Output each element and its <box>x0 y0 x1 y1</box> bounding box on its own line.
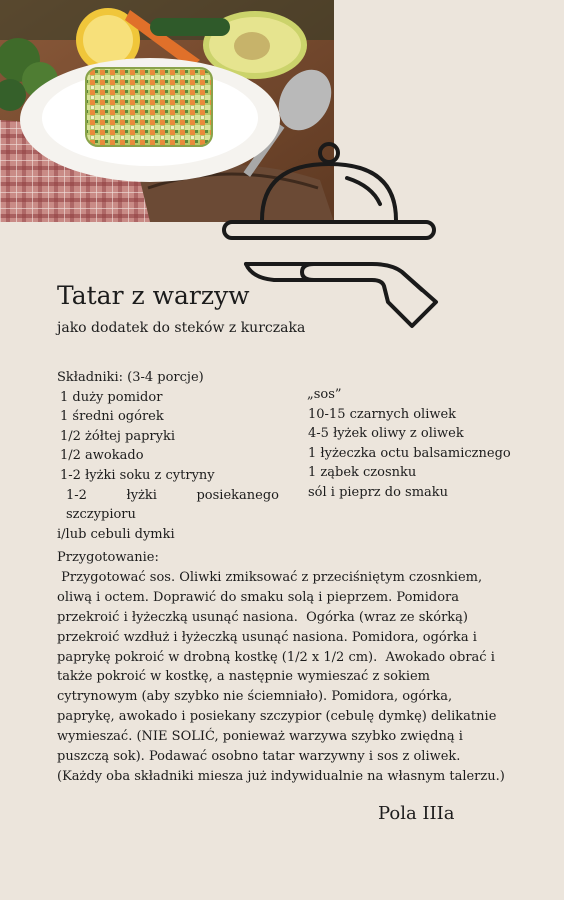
sauce-item: 1 ząbek czosnku <box>308 465 417 481</box>
ingredient-item: 1 średni ogórek <box>60 409 164 425</box>
sauce-list <box>305 385 545 503</box>
ingredients-heading: Składniki: (3-4 porcje) <box>57 370 204 385</box>
ingredient-item-line: i/lub cebuli dymki <box>57 526 175 542</box>
sauce-item: 10-15 czarnych oliwek <box>308 406 457 422</box>
preparation-text: Przygotować sos. Oliwki zmiksować z przeciśniętym czosnkiem, oliwą i octem. Doprawić do smaku solą i pieprzem. Pomidora przekroić i łyżeczką usunąć nasiona. Ogórka (wraz ze skórką) przekroić wzdłuż i łyżeczką usunąć nasiona. Pomidora, ogórka i paprykę pokroić w drobną kostkę (1/2 x 1/2 cm). Awokado obrać i także pokroić w kostkę, a następnie wymieszać z sokiem cytrynowym (aby szybko nie ściemniało). Pomidora, ogórka, paprykę, awokado i posiekany szczypior (cebulę dymkę) delikatnie wymieszać. (NIE SOLIĆ, ponieważ warzywa szybko zwiędną i puszczą sok). Podawać osobno tatar warzywny i sos z oliwek. (Każdy oba składniki miesza już indywidualnie na własnym talerzu.) <box>57 569 505 784</box>
sauce-heading: „sos” <box>307 387 342 402</box>
recipe-title: Tatar z warzyw <box>57 281 250 310</box>
ingredient-item: 1/2 awokado <box>60 448 144 464</box>
ingredient-item: 1 duży pomidor <box>60 389 163 405</box>
ingredient-item-line: 1-2 łyżki posiekanego szczypioru <box>66 487 279 523</box>
sauce-item: 1 łyżeczka octu balsamicznego <box>308 445 511 461</box>
serving-cloche-hand-icon <box>222 140 448 340</box>
ingredient-item: 1-2 łyżki soku z cytryny <box>60 467 215 483</box>
recipe-subtitle: jako dodatek do steków z kurczaka <box>57 320 306 336</box>
preparation-section <box>57 548 507 787</box>
ingredient-item <box>57 486 279 545</box>
ingredient-item: 1/2 żółtej papryki <box>60 428 176 444</box>
author-signature: Pola IIIa <box>378 803 455 824</box>
sauce-item: sól i pieprz do smaku <box>308 484 449 500</box>
ingredients-list <box>57 368 279 544</box>
preparation-heading: Przygotowanie: <box>57 550 159 565</box>
sauce-item: 4-5 łyżek oliwy z oliwek <box>308 426 464 442</box>
